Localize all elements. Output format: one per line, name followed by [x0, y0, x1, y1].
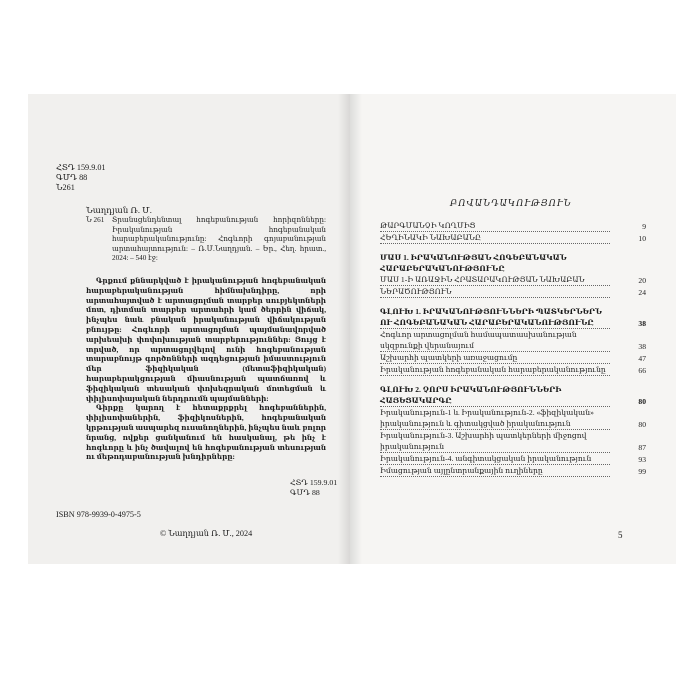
page-number: 5	[618, 530, 623, 540]
classification-codes	[56, 163, 106, 193]
toc-entry-title: ԳԼՈՒԽ 2. ՉՈՐՍ ԻՐԱԿԱՆՈՒԹՅՈՒՆՆԵՐԻ ՀԱՅԵՑԱԿԱՐԳԸ	[380, 384, 610, 407]
toc-entry-page: 93	[638, 455, 646, 464]
copyright: © Նաղդյան Ռ. Մ., 2024	[160, 529, 253, 538]
toc-section	[380, 306, 646, 329]
author-name: Նաղդյան Ռ. Մ.	[86, 205, 152, 215]
toc-entry-title: ՄԱՍ 1. ԻՐԱԿԱՆՈՒԹՅԱՆ ՀՈԳԵԲԱՆԱԿԱՆ ՀԱՐԱԲԵՐԱԿԱՆՈՒԹՅՈՒՆԸ	[380, 253, 567, 273]
toc-entry-title: Հոգևոր արտացոլման համապատասխանության սկզբունքի վերանայում	[380, 329, 610, 352]
toc-entry-page: 47	[638, 354, 646, 363]
gmd-code: ԳՄԴ 88	[56, 173, 88, 182]
toc-entry-title: Իմացության այլընտրանքային ուղիները	[380, 465, 610, 477]
toc-entry-title: ՆԵՐԱԾՈՒԹՅՈՒՆ	[380, 286, 610, 298]
toc-item	[380, 286, 646, 298]
entry-code: Ն 261	[86, 216, 105, 224]
toc-item	[380, 220, 646, 232]
entry-text: Տրանսցենդենտալ հոգեբանության հորիզոնները: Իրականության հոգեբանական հարաբերականությունը: Հոգևորի գոյաբանության արտահայտություն: – Ռ.Մ.Նաղդյան. – Եր., Հեղ. հրատ., 2024: – 540 էջ:	[112, 216, 326, 263]
toc-item	[380, 232, 646, 244]
toc-entry-title: Իրականություն-3. Աշխարհի պատկերների միջոցով իրականություն	[380, 430, 610, 453]
toc-entry-page: 38	[638, 342, 646, 351]
toc-entry-page: 38	[638, 319, 646, 328]
toc-entry-page: 80	[638, 397, 646, 406]
udc-code-right: ՀՏԴ 159.9.01	[290, 478, 338, 487]
author-code: Ն261	[56, 183, 75, 192]
table-of-contents	[380, 220, 646, 477]
toc-item	[380, 430, 646, 453]
toc-entry-title: ՄԱՍ 1-Ի ԱՌԱՋԻՆ ՀՐԱՏԱՐԱԿՈՒԹՅԱՆ ՆԱԽԱԲԱՆ	[380, 274, 610, 286]
toc-entry-page: 10	[638, 234, 646, 243]
toc-entry-title: Իրականություն-4. անգիտակցական իրականություն	[380, 453, 610, 465]
book-gutter	[338, 94, 362, 564]
abstract	[86, 277, 326, 463]
isbn: ISBN 978-9939-0-4975-5	[56, 510, 141, 519]
toc-entry-page: 99	[638, 467, 646, 476]
toc-item	[380, 274, 646, 286]
gmd-code-right: ԳՄԴ 88	[290, 488, 320, 497]
toc-section	[380, 384, 646, 407]
toc-entry-title: ՀԵՂԻՆԱԿԻ ՆԱԽԱԲԱՆԸ	[380, 232, 610, 244]
classification-codes-right	[290, 478, 337, 498]
toc-entry-title: Իրականության հոգեբանական հարաբերականությունը	[380, 364, 610, 376]
abstract-paragraph-1: Գրքում քննարկված է իրականության հոգեբանական հարաբերականության հիմնախնդիրը, որի արտահայտված է արտացոլման տարբեր սուբյեկտների մոտ, դիտման տարբեր արտահրի կամ ծերրին վիճակ, ինչպես նաև բնական իրականության վիճակության բնույթը: Հոգևորի արտացոլման պայմանավորված արխեախի փոփոխության տարբերություններ: Յույց է տրված, որ արտացոլվելով ունի հոգեբանության տարաբնույթ գործոնների ազդեցության իմաստություն մեր ֆիզիկական (մետաֆիզիկական) հարաբերակցության միասնության պատճառով և ֆիզիկական տեսական փոխեզրական մոտեցման և փիլիսոփայական ներդրումն պայմանների:	[86, 277, 326, 403]
toc-item	[380, 407, 646, 430]
toc-entry-page: 80	[638, 420, 646, 429]
toc-item	[380, 453, 646, 465]
toc-entry-title: Իրականություն-1 և Իրականություն-2. «ֆիզիկական» իրականություն և գիտակցված իրականություն	[380, 407, 610, 430]
toc-entry-page: 24	[638, 288, 646, 297]
toc-section	[380, 252, 646, 274]
toc-item	[380, 352, 646, 364]
abstract-paragraph-2: Գիրքը կարող է հետաքրքրել հոգեբաններին, փիլիսոփաներին, ֆիզիկոսներին, հոգեբանական կրթության ասպարեզ ուսանողներին, ինչպես նաև բոլոր նրանց, ովքեր ցանկանում են հասկանալ, թե ինչ է հոգևորը և ինչ ծավալով են հոգեբանության տեսության ու մեթոդաբանության խնդիրները:	[86, 404, 326, 462]
toc-entry-page: 20	[638, 276, 646, 285]
toc-item	[380, 364, 646, 376]
toc-entry-page: 66	[638, 366, 646, 375]
toc-entry-page: 87	[638, 443, 646, 452]
toc-item	[380, 465, 646, 477]
toc-entry-title: ԳԼՈՒԽ 1. ԻՐԱԿԱՆՈՒԹՅՈՒՆՆԵՐԻ ՊԱՏԿԵՐՆԵՐՆ ՈՒ ՀՈԳԵԲԱՆԱԿԱՆ ՀԱՐԱԲԵՐԱԿԱՆՈՒԹՅՈՒՆԸ	[380, 306, 610, 329]
toc-entry-page: 9	[642, 222, 646, 231]
toc-entry-title: ԹԱՐԳՄԱՆՉԻ ԿՈՂՄԻՑ	[380, 220, 610, 232]
toc-title: ԲՈՎԱՆԴԱԿՈՒԹՅՈՒՆ	[450, 198, 572, 208]
udc-code: ՀՏԴ 159.9.01	[56, 163, 106, 172]
toc-item	[380, 329, 646, 352]
toc-entry-title: Աշխարհի պատկերի առաջացումը	[380, 352, 610, 364]
